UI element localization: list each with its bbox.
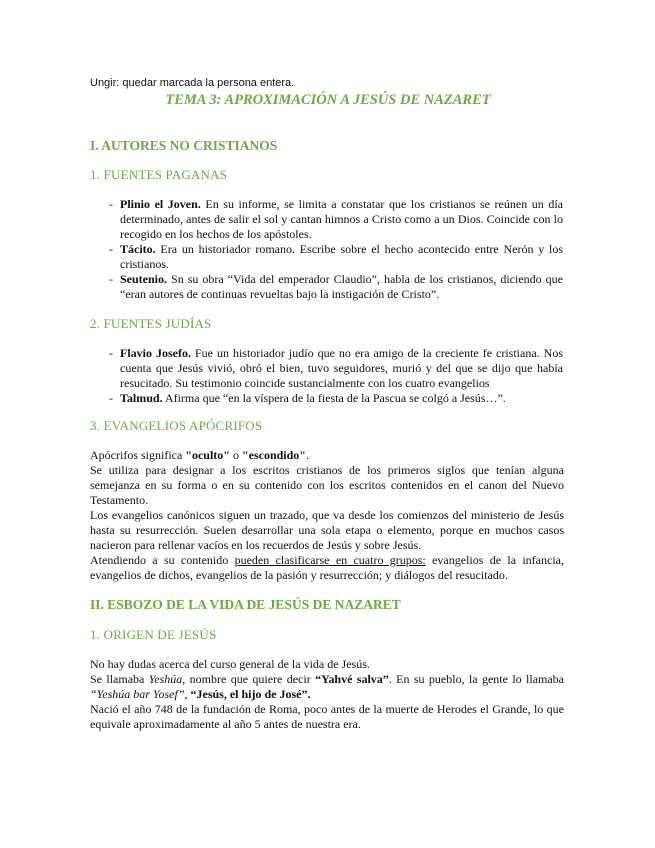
item-text: Fue un historiador judío que no era amigo de la creciente fe cristiana. Nos cuenta que Jesús vivió, obró el bien, tuvo seguidores, murió y del que se dijo que había resucitado. Su testimonio coincide sustancialmente con los cuatro evangelios [120,346,563,390]
item-name: Plinio el Joven. [120,197,201,211]
item-name: Seutenio. [120,272,168,286]
sub-origen-heading: 1. ORIGEN DE JESÚS [90,627,217,642]
list-item: - Seutenio. Sn su obra “Vida del emperador Claudio”, habla de los cristianos, diciendo que “eran autores de continuas revueltas bajo la instigación de Cristo”. [109,272,563,301]
list-item: - Talmud. Afirma que “en la víspera de la fiesta de la Pascua se colgó a Jesús…”. [109,391,506,405]
list-item: - Tácito. Era un historiador romano. Escribe sobre el hecho acontecido entre Nerón y los cristianos. [109,242,563,271]
item-name: Tácito. [120,242,156,256]
top-note: Ungir: quedar marcada la persona entera. [90,77,295,89]
sub3-heading: 3. EVANGELIOS APÓCRIFOS [90,418,263,433]
item-text: En su informe, se limita a constatar que los cristianos se reúnen un día determinado, antes de salir el sol y cantan himnos a Cristo como a un Dios. Coincide con lo recogido en los hechos de los apóstoles. [120,197,563,241]
item-text: Afirma que “en la víspera de la fiesta de la Pascua se colgó a Jesús…”. [162,391,506,405]
item-name: Flavio Josefo. [120,346,191,360]
origen-paragraph: No hay dudas acerca del curso general de la vida de Jesús. Se llamaba Yeshúa, nombre que quiere decir “Yahvé salva”. En su pueblo, la gente lo llamaba “Yeshúa bar Yosef”, “Jesús, el hijo de José”. Nació el año 748 de la fundación de Roma, poco antes de la muerte de Herodes el Grande, lo que equivale aproximadamente al año 5 antes de nuestra era. [90,657,565,731]
item-name: Talmud. [120,391,163,405]
sub1-heading: 1. FUENTES PAGANAS [90,167,228,182]
sub2-heading: 2. FUENTES JUDÍAS [90,316,212,331]
item-text: Sn su obra “Vida del emperador Claudio”, habla de los cristianos, diciendo que “eran autores de continuas revueltas bajo la instigación de Cristo”. [120,272,563,301]
section1-heading: I. AUTORES NO CRISTIANOS [90,138,278,153]
apocrifos-paragraph: Apócrifos significa "oculto" o "escondido". Se utiliza para designar a los escritos cristianos de los primeros siglos que tenían alguna semejanza en su forma o en su contenido con los escritos contenidos en el canon del Nuevo Testamento. Los evangelios canónicos siguen un trazado, que va desde los comienzos del ministerio de Jesús hasta su resurrección. Suelen desarrollar una sola etapa o elemento, porque en muchos casos nacieron para rellenar vacíos en los recuerdos de Jesús y sobre Jesús. Atendiendo a su contenido pueden clasificarse en cuatro grupos: evangelios de la infancia, evangelios de dichos, evangelios de la pasión y resurrección; y diálogos del resucitado. [90,448,564,582]
list-item: - Plinio el Joven. En su informe, se limita a constatar que los cristianos se reúnen un día determinado, antes de salir el sol y cantan himnos a Cristo como a un Dios. Coincide con lo recogido en los hechos de los apóstoles. [109,197,563,241]
list-item: - Flavio Josefo. Fue un historiador judío que no era amigo de la creciente fe cristiana. Nos cuenta que Jesús vivió, obró el bien, tuvo seguidores, murió y del que se dijo que había resucitado. Su testimonio coincide sustancialmente con los cuatro evangelios [109,346,563,390]
section2-heading: II. ESBOZO DE LA VIDA DE JESÚS DE NAZARET [90,597,401,612]
item-text: Era un historiador romano. Escribe sobre el hecho acontecido entre Nerón y los cristianos. [120,242,563,271]
page-title: TEMA 3: APROXIMACIÓN A JESÚS DE NAZARET [165,92,491,108]
